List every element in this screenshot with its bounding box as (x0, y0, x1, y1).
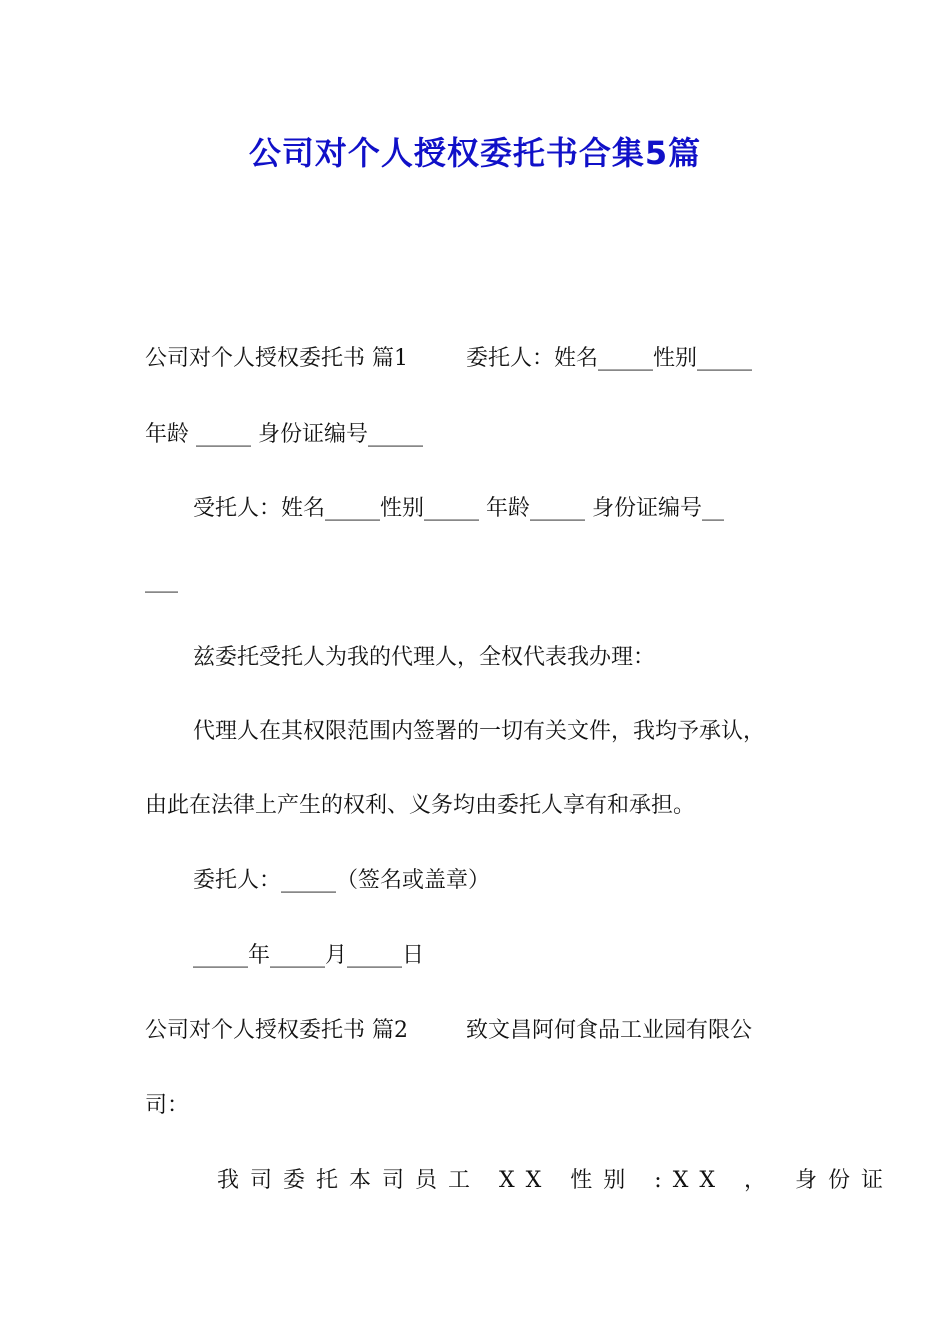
principal-signature-line: 委托人：_____（签名或盖章） (193, 868, 491, 893)
principal-age-id-line: 年龄 _____ 身份证编号_____ (145, 422, 423, 447)
section-2-heading-line (145, 1016, 752, 1046)
agent-info-continuation: ___ (145, 568, 178, 593)
agent-info-line: 受托人：姓名_____性别_____ 年龄_____ 身份证编号__ (193, 496, 724, 521)
document-title: 公司对个人授权委托书合集5篇 (248, 134, 702, 172)
date-line: _____年_____月_____日 (193, 943, 425, 968)
recipient-company-line: 致文昌阿何食品工业园有限公 (466, 1018, 753, 1043)
principal-info-line: 委托人：姓名_____性别_____ (466, 346, 753, 371)
section-2-paragraph-line-1: 我司委托本司员工 XX 性别 :XX ， 身份证 (217, 1168, 895, 1193)
section-2-heading: 公司对个人授权委托书 篇2 (145, 1018, 408, 1043)
authority-paragraph-line-2: 由此在法律上产生的权利、义务均由委托人享有和承担。 (145, 793, 696, 818)
section-1-heading: 公司对个人授权委托书 篇1 (145, 346, 408, 371)
authorization-statement: 兹委托受托人为我的代理人，全权代表我办理： (193, 645, 656, 670)
section-1-heading-line (145, 344, 752, 374)
recipient-company-continuation: 司： (145, 1093, 190, 1118)
authority-paragraph-line-1: 代理人在其权限范围内签署的一切有关文件，我均予承认， (193, 719, 766, 744)
